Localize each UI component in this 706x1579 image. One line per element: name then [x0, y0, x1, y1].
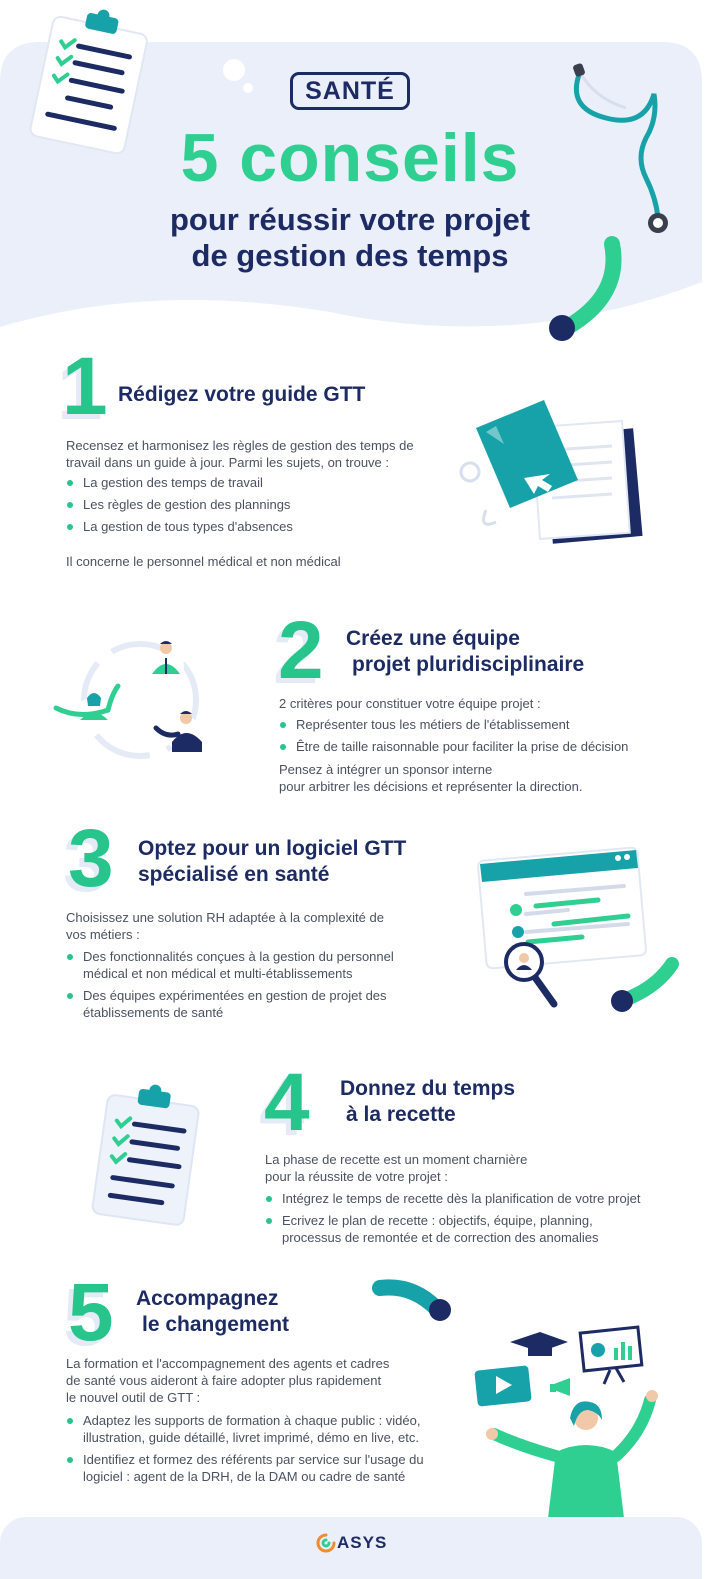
- text-line: Représenter tous les métiers de l'établissement: [296, 717, 570, 732]
- list-item: [265, 1190, 640, 1207]
- text-line: Adaptez les supports de formation à chaque public : vidéo,: [83, 1413, 421, 1428]
- title-line: Rédigez votre guide GTT: [118, 383, 366, 406]
- section-outro: [66, 553, 341, 570]
- title-line: Optez pour un logiciel GTT: [138, 837, 407, 860]
- bullet-list: [279, 716, 628, 755]
- text-line: 2 critères pour constituer votre équipe projet :: [279, 696, 541, 711]
- title-line: projet pluridisciplinaire: [352, 653, 585, 676]
- text-line: logiciel : agent de la DRH, de la DAM ou cadre de santé: [83, 1469, 406, 1484]
- clipboard-checklist-icon: [86, 1082, 206, 1232]
- text-line: Être de taille raisonnable pour faciliter la prise de décision: [296, 739, 629, 754]
- list-item: [66, 474, 293, 491]
- text-line: Choisissez une solution RH adaptée à la complexité de: [66, 910, 384, 925]
- text-line: vos métiers :: [66, 927, 140, 942]
- list-item: [66, 1412, 424, 1446]
- sante-badge: SANTÉ: [290, 72, 410, 110]
- bullet-list: [66, 474, 293, 535]
- title-line: Donnez du temps: [340, 1077, 516, 1100]
- text-line: Il concerne le personnel médical et non médical: [66, 554, 341, 569]
- section-title: [118, 382, 365, 408]
- team-people-icon: [50, 634, 220, 764]
- bullet-list: [265, 1190, 640, 1246]
- text-line: La gestion des temps de travail: [83, 475, 263, 490]
- subtitle-line: pour réussir votre projet: [169, 202, 531, 237]
- title-line: le changement: [142, 1313, 290, 1336]
- section-number: 5: [68, 1267, 114, 1358]
- text-line: établissements de santé: [83, 1005, 224, 1020]
- section-intro: [66, 909, 384, 943]
- text-line: Recensez et harmonisez les règles de gestion des temps de: [66, 438, 414, 453]
- section-title: [138, 836, 406, 888]
- text-line: pour la réussite de votre projet :: [265, 1169, 448, 1184]
- section-number: 1: [62, 341, 108, 432]
- bullet-list: [66, 948, 394, 1021]
- list-item: [66, 948, 394, 982]
- list-item: [66, 987, 394, 1021]
- title-line: à la recette: [346, 1103, 456, 1126]
- text-line: Identifiez et formez des référents par service sur l'usage du: [83, 1452, 424, 1467]
- text-line: travail dans un guide à jour. Parmi les sujets, on trouve :: [66, 455, 390, 470]
- asys-logo-icon: [316, 1533, 336, 1553]
- main-title: 5 conseils: [180, 120, 520, 196]
- list-item: [66, 496, 293, 513]
- subtitle: [0, 202, 700, 274]
- section-number: 3: [68, 813, 114, 904]
- folder-documents-icon: [456, 390, 646, 555]
- title-line: Accompagnez: [136, 1287, 279, 1310]
- training-trainer-icon: [470, 1322, 670, 1517]
- list-item: [66, 1451, 424, 1485]
- bullet-list: [66, 1412, 424, 1485]
- text-line: Pensez à intégrer un sponsor interne: [279, 762, 493, 777]
- section-intro: [66, 1355, 389, 1406]
- subtitle-line: de gestion des temps: [191, 238, 509, 273]
- section-number: 4: [264, 1057, 310, 1148]
- title-line: Créez une équipe: [346, 627, 520, 650]
- title-line: spécialisé en santé: [138, 863, 330, 886]
- section-intro: [66, 437, 414, 471]
- list-item: [279, 738, 628, 755]
- text-line: pour arbitrer les décisions et représenter la direction.: [279, 779, 583, 794]
- text-line: de santé vous aideront à faire adopter plus rapidement: [66, 1373, 382, 1388]
- section-intro: [279, 695, 541, 712]
- bubbles-decoration: [218, 56, 258, 96]
- text-line: La phase de recette est un moment charnière: [265, 1152, 528, 1167]
- text-line: Les règles de gestion des plannings: [83, 497, 291, 512]
- text-line: médical et non médical et multi-établissements: [83, 966, 353, 981]
- text-line: Intégrez le temps de recette dès la planification de votre projet: [282, 1191, 641, 1206]
- list-item: [279, 716, 628, 733]
- section-title: [340, 1076, 515, 1128]
- text-line: le nouvel outil de GTT :: [66, 1390, 201, 1405]
- text-line: La gestion de tous types d'absences: [83, 519, 293, 534]
- text-line: Des équipes expérimentées en gestion de projet des: [83, 988, 387, 1003]
- section-number: 2: [278, 605, 324, 696]
- planning-software-icon: [478, 846, 684, 1016]
- text-line: Ecrivez le plan de recette : objectifs, équipe, planning,: [282, 1213, 593, 1228]
- section-title: [136, 1286, 289, 1338]
- footer-logo-text: ASYS: [337, 1533, 388, 1552]
- section-outro: [279, 761, 582, 795]
- swoosh-decoration: [368, 1276, 458, 1326]
- text-line: illustration, guide détaillé, livret imprimé, démo en live, etc.: [83, 1430, 419, 1445]
- section-intro: [265, 1151, 527, 1185]
- section-title: [346, 626, 584, 678]
- text-line: La formation et l'accompagnement des agents et cadres: [66, 1356, 390, 1371]
- text-line: processus de remontée et de correction des anomalies: [282, 1230, 599, 1245]
- text-line: Des fonctionnalités conçues à la gestion du personnel: [83, 949, 394, 964]
- list-item: [265, 1212, 640, 1246]
- list-item: [66, 518, 293, 535]
